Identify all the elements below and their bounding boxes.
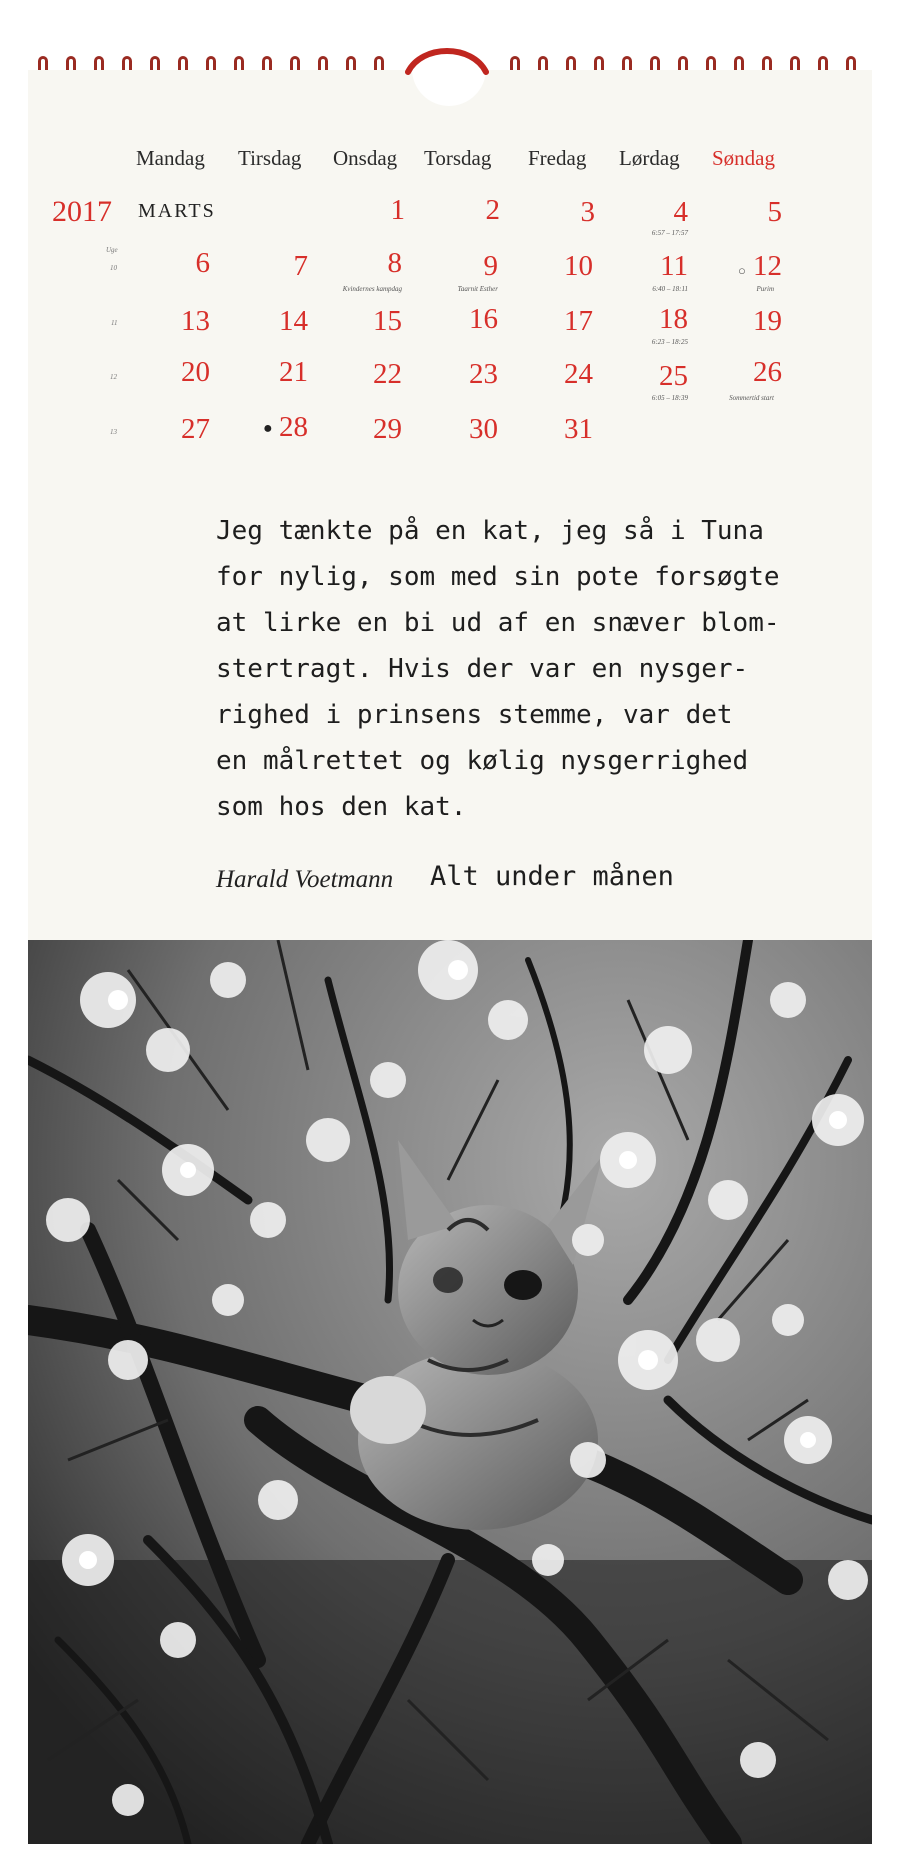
date-cell: 21 — [279, 356, 308, 388]
sun-times-note: 6:23 – 18:25 — [651, 338, 688, 346]
week-number: 12 — [110, 373, 117, 381]
moon-phase-icon: ○ — [738, 263, 746, 278]
weekday-header: Onsdag — [333, 146, 398, 170]
date-cell: 24 — [564, 358, 593, 390]
holiday-note: Sommertid start — [729, 394, 774, 402]
week-label: Uge — [106, 246, 118, 254]
date-cell: 1 — [390, 194, 405, 226]
week-number: 11 — [111, 319, 118, 327]
date-cell: 16 — [469, 303, 498, 335]
quote-line: som hos den kat. — [216, 792, 467, 822]
quote-text — [216, 508, 796, 830]
date-cell: 29 — [373, 413, 402, 445]
week-number: 10 — [110, 264, 117, 272]
date-cell: 6 — [195, 247, 210, 279]
year-label: 2017 — [52, 195, 112, 228]
quote-line: en målrettet og kølig nysgerrighed — [216, 746, 749, 776]
sun-times-note: 6:40 – 18:11 — [652, 285, 688, 293]
holiday-note: Kvindernes kampdag — [342, 285, 402, 293]
quote-line: at lirke en bi ud af en snæver blom- — [216, 608, 780, 638]
quote-line: for nylig, som med sin pote forsøgte — [216, 562, 780, 592]
date-cell: 9 — [483, 250, 498, 282]
date-cell: 14 — [279, 305, 308, 337]
weekday-header: Torsdag — [424, 146, 492, 170]
date-cell: 11 — [660, 250, 688, 282]
date-cell: 23 — [469, 358, 498, 390]
holiday-note: Taarnit Esther — [457, 285, 498, 293]
date-cell: 5 — [767, 196, 782, 228]
quote-line: Jeg tænkte på en kat, jeg så i Tuna — [216, 516, 764, 546]
date-cell: 28 — [279, 411, 308, 443]
sun-times-note: 6:05 – 18:39 — [651, 394, 688, 402]
week-number: 13 — [110, 428, 117, 436]
weekday-header: Mandag — [136, 146, 205, 170]
date-cell: 10 — [564, 250, 593, 282]
date-cell: 26 — [753, 356, 782, 388]
date-cell: 22 — [373, 358, 402, 390]
date-cell: 18 — [659, 303, 688, 335]
weekday-header-sunday: Søndag — [712, 146, 775, 170]
date-cell: 4 — [673, 196, 688, 228]
weekday-header: Tirsdag — [238, 146, 302, 170]
date-cell: 17 — [564, 305, 593, 337]
date-cell: 12 — [753, 250, 782, 282]
date-cell: 3 — [580, 196, 595, 228]
date-cell: 8 — [387, 247, 402, 279]
date-cell: 27 — [181, 413, 210, 445]
date-cell: 31 — [564, 413, 593, 445]
date-cell: 19 — [753, 305, 782, 337]
new-moon-icon: ● — [263, 420, 273, 437]
date-cell: 15 — [373, 305, 402, 337]
cat-in-tree-photo — [28, 940, 872, 1844]
weekday-header: Lørdag — [619, 146, 680, 170]
date-cell: 25 — [659, 360, 688, 392]
quote-line: righed i prinsens stemme, var det — [216, 700, 733, 730]
quote-book-title: Alt under månen — [430, 861, 674, 892]
date-cell: 13 — [181, 305, 210, 337]
weekday-header: Fredag — [528, 146, 587, 170]
quote-author: Harald Voetmann — [216, 866, 394, 893]
quote-line: stertragt. Hvis der var en nysger- — [216, 654, 749, 684]
sun-times-note: 6:57 – 17:57 — [651, 229, 688, 237]
date-cell: 30 — [469, 413, 498, 445]
date-cell: 2 — [485, 194, 500, 226]
month-label: MARTS — [138, 200, 216, 222]
date-cell: 20 — [181, 356, 210, 388]
holiday-note: Purim — [756, 285, 774, 293]
hanger-loop — [404, 42, 490, 102]
date-cell: 7 — [293, 250, 308, 282]
